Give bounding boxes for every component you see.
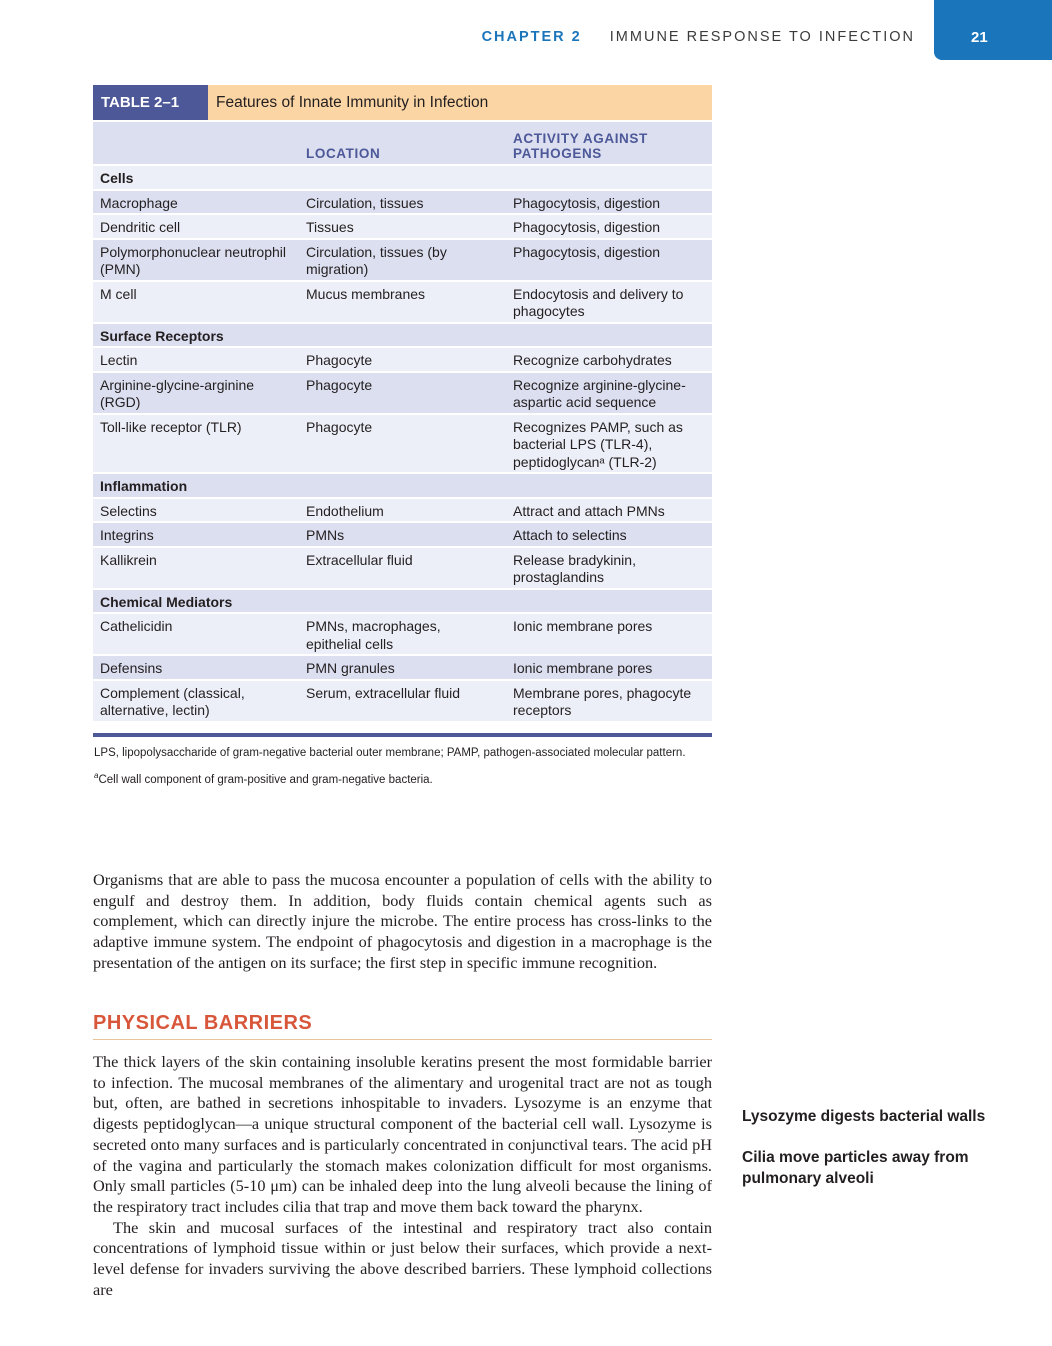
table-cell: Defensins (100, 660, 163, 676)
table-row (93, 240, 712, 280)
col-header-feature (93, 122, 299, 164)
table-footnotes (93, 745, 712, 789)
table-cell: Phagocyte (306, 418, 373, 435)
section-heading: PHYSICAL BARRIERS (93, 1012, 712, 1040)
table-cell (299, 166, 506, 189)
table-cell: PMN granules (306, 660, 395, 676)
table-cell (506, 474, 712, 497)
table-cell: Phagocyte (306, 352, 373, 368)
table-cell: Recognize arginine-glycine-aspartic acid sequence (513, 376, 686, 410)
table-cell: Surface Receptors (100, 327, 224, 344)
table-cell (299, 474, 506, 497)
table-cell: Lectin (100, 352, 138, 368)
table-cell (299, 324, 506, 347)
table-cell: Phagocytosis, digestion (513, 243, 661, 260)
intro-paragraph (93, 870, 712, 974)
table-number: TABLE 2–1 (93, 85, 208, 120)
table-cell: Tissues (306, 219, 354, 235)
table-cell: Cells (100, 170, 134, 186)
table-cell: Endocytosis and delivery to phagocytes (513, 285, 684, 319)
table-row (93, 656, 712, 679)
table-section-row (93, 590, 712, 613)
table-bottom-rule (93, 733, 712, 737)
margin-note-lysozyme: Lysozyme digests bacterial walls (742, 1108, 986, 1125)
col-header-activity: ACTIVITY AGAINST PATHOGENS (513, 131, 648, 161)
table-cell: Cathelicidin (100, 618, 173, 634)
table-body (93, 166, 712, 721)
table-cell: Membrane pores, phagocyte receptors (513, 684, 692, 718)
table-cell: Integrins (100, 527, 154, 543)
table-cell: Serum, extracellular fluid (306, 684, 461, 701)
table-row (93, 348, 712, 371)
table-cell: Selectins (100, 502, 157, 519)
table-cell: PMNs (306, 527, 345, 543)
table-row (93, 415, 712, 473)
table-cell: M cell (100, 285, 137, 302)
table-row (93, 373, 712, 413)
table-cell: Polymorphonuclear neutrophil (PMN) (100, 243, 286, 277)
table-cell (506, 324, 712, 347)
paragraph-text: Organisms that are able to pass the mucosa encounter a population of cells with the ability to engulf and destroy them. In addition, body fluids contain chemical agents such as complement, which can directly injure the microbe. The entire process has cross-links to the adaptive immune system. The endpoint of phagocytosis and digestion in a macrophage is the presentation of the antigen on its surface; the first step in specific immune recognition. (93, 870, 712, 972)
table-cell: Circulation, tissues (306, 194, 424, 211)
footnote-abbreviations: LPS, lipopolysaccharide of gram-negative bacterial outer membrane; PAMP, pathogen-associated molecular pattern. (94, 746, 686, 759)
table-cell: Release bradykinin, prostaglandins (513, 551, 636, 585)
table-cell: PMNs, macrophages, epithelial cells (306, 618, 441, 652)
innate-immunity-table (93, 85, 712, 793)
table-cell: Arginine-glycine-arginine (RGD) (100, 376, 255, 410)
table-cell: Phagocytosis, digestion (513, 194, 661, 211)
table-cell: Extracellular fluid (306, 551, 413, 568)
table-cell (506, 166, 712, 189)
table-cell: Dendritic cell (100, 219, 181, 235)
chapter-label: CHAPTER 2 (481, 29, 582, 45)
col-header-location: LOCATION (306, 146, 381, 161)
table-row (93, 215, 712, 238)
chapter-title: IMMUNE RESPONSE TO INFECTION (609, 29, 915, 45)
paragraph-text: The thick layers of the skin containing insoluble keratins present the most formidable barrier to infection. The mucosal membranes of the alimentary and urogenital tract are not as tough but, often, are bathed in secretions inhospitable to invaders. Lysozyme is an enzyme that digests peptidoglycan—a unique structural component of the bacterial cell wall. Lysozyme is secreted onto many surfaces and is particularly concentrated in conjunctival tears. The acid pH of the vagina and particularly the stomach makes colonization difficult for most organisms. Only small particles (5-10 μm) can be inhaled deep into the lung alveoli because the lining of the respiratory tract includes cilia that trap and move them back toward the pharynx. (93, 1052, 712, 1216)
table-cell: Macrophage (100, 194, 178, 211)
table-row (93, 548, 712, 588)
table-cell (299, 590, 506, 613)
table-cell: Recognize carbohydrates (513, 352, 672, 368)
table-cell (506, 590, 712, 613)
table-cell: Complement (classical, alternative, lectin) (100, 684, 245, 718)
table-cell: Attract and attach PMNs (513, 502, 665, 519)
table-cell: Phagocyte (306, 376, 373, 393)
table-cell: Ionic membrane pores (513, 660, 653, 676)
table-cell: Inflammation (100, 478, 188, 494)
table-cell: Mucus membranes (306, 285, 426, 302)
table-row (93, 282, 712, 322)
page-number-tab (934, 0, 1052, 60)
footnote-a-mark: a (94, 770, 99, 780)
table-row (93, 614, 712, 654)
table-cell: Circulation, tissues (by migration) (306, 243, 447, 277)
table-cell: Ionic membrane pores (513, 618, 653, 634)
table-cell: Endothelium (306, 502, 384, 519)
margin-note-cilia: Cilia move particles away from pulmonary alveoli (742, 1149, 969, 1187)
table-cell: Recognizes PAMP, such as bacterial LPS (TLR-4), peptidoglycanᵃ (TLR-2) (513, 418, 683, 470)
table-header-row (93, 122, 712, 164)
table-row (93, 191, 712, 214)
table-cell: Kallikrein (100, 551, 157, 568)
table-cell: Chemical Mediators (100, 593, 233, 610)
table-cell: Toll-like receptor (TLR) (100, 418, 242, 435)
table-title-bar (93, 85, 712, 120)
paragraph-text: The skin and mucosal surfaces of the intestinal and respiratory tract also contain concentrations of lymphoid tissue within or just below their surfaces, which provide a next-level defense for invaders surviving the above described barriers. These lymphoid collections are (93, 1217, 712, 1299)
table-section-row (93, 474, 712, 497)
running-header (470, 29, 915, 45)
table-row (93, 681, 712, 721)
table-caption: Features of Innate Immunity in Infection (208, 85, 712, 120)
table-cell: Attach to selectins (513, 527, 627, 543)
table-row (93, 523, 712, 546)
footnote-a (94, 767, 712, 789)
physical-barriers-text (93, 1052, 712, 1300)
table-section-row (93, 166, 712, 189)
table-cell: Phagocytosis, digestion (513, 219, 661, 235)
footnote-a-text: Cell wall component of gram-positive and gram-negative bacteria. (98, 773, 433, 786)
page-number: 21 (971, 29, 988, 46)
table-section-row (93, 324, 712, 347)
table-row (93, 499, 712, 522)
